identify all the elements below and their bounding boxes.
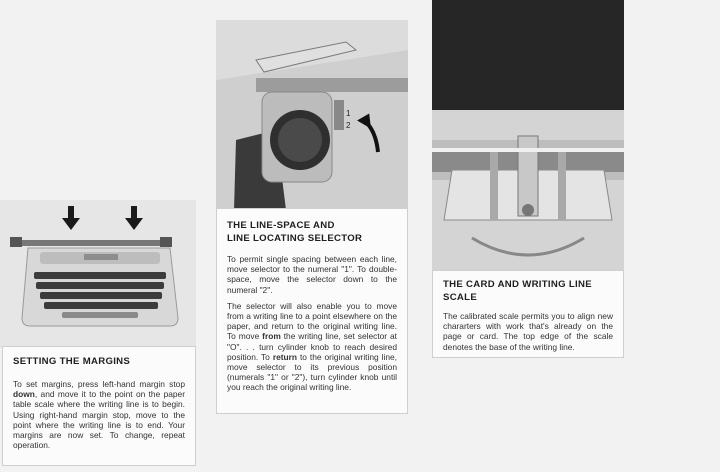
typewriter-margins-photo: [0, 200, 196, 348]
line-space-paragraph: To permit single spacing between each line, move selector to the numeral "1". To double-space, move the selector down to the numeral "2".: [227, 254, 397, 295]
margins-body: [13, 379, 185, 450]
card-scale-heading: THE CARD AND WRITING LINE SCALE: [443, 279, 592, 303]
line-space-text-bold: return: [272, 351, 298, 362]
margins-heading: SETTING THE MARGINS: [13, 356, 131, 367]
line-space-paragraph: [227, 301, 397, 393]
card-scale-text-box: [432, 270, 624, 358]
selector-numeral-2: 2: [346, 121, 351, 130]
line-space-text-part: the writing line, set selector at "O". . . turn cylinder knob to reach desired position. To: [227, 331, 397, 362]
line-space-heading-line: LINE LOCATING SELECTOR: [227, 233, 363, 244]
selector-numeral-1: 1: [346, 109, 351, 118]
card-scale-photo: [432, 0, 624, 272]
line-space-text-part: to the original writing line, move selector to its previous position (numerals "1" or "2"), turn cylinder knob until you reach the original writing line.: [227, 351, 398, 393]
line-space-heading: [227, 219, 397, 245]
line-space-text-bold: from: [262, 331, 281, 342]
line-space-selector-photo: [216, 20, 408, 210]
line-space-body: [227, 254, 397, 393]
line-space-text-part: The selector will also enable you to move from a writing line to a point elsewhere on the paper, and return to the original writing line. To move: [227, 300, 397, 342]
line-space-heading-line: THE LINE-SPACE AND: [227, 220, 335, 231]
margins-text-part: To set margins, press left-hand margin stop: [13, 379, 185, 389]
margins-text-box: [2, 346, 196, 466]
card-scale-body: The calibrated scale permits you to align new chararters with work that's already on the page or card. The top edge of the scale denotes the base of the writing line.: [443, 311, 613, 352]
margins-text-part: , and move it to the point on the paper table scale where the writing line is to begin. Using right-hand margin stop, move to the point where the writing line is to end. Your margins are now set. To change, repeat operation.: [13, 389, 185, 451]
line-space-text-box: [216, 208, 408, 414]
margins-text-bold: down: [13, 389, 35, 400]
